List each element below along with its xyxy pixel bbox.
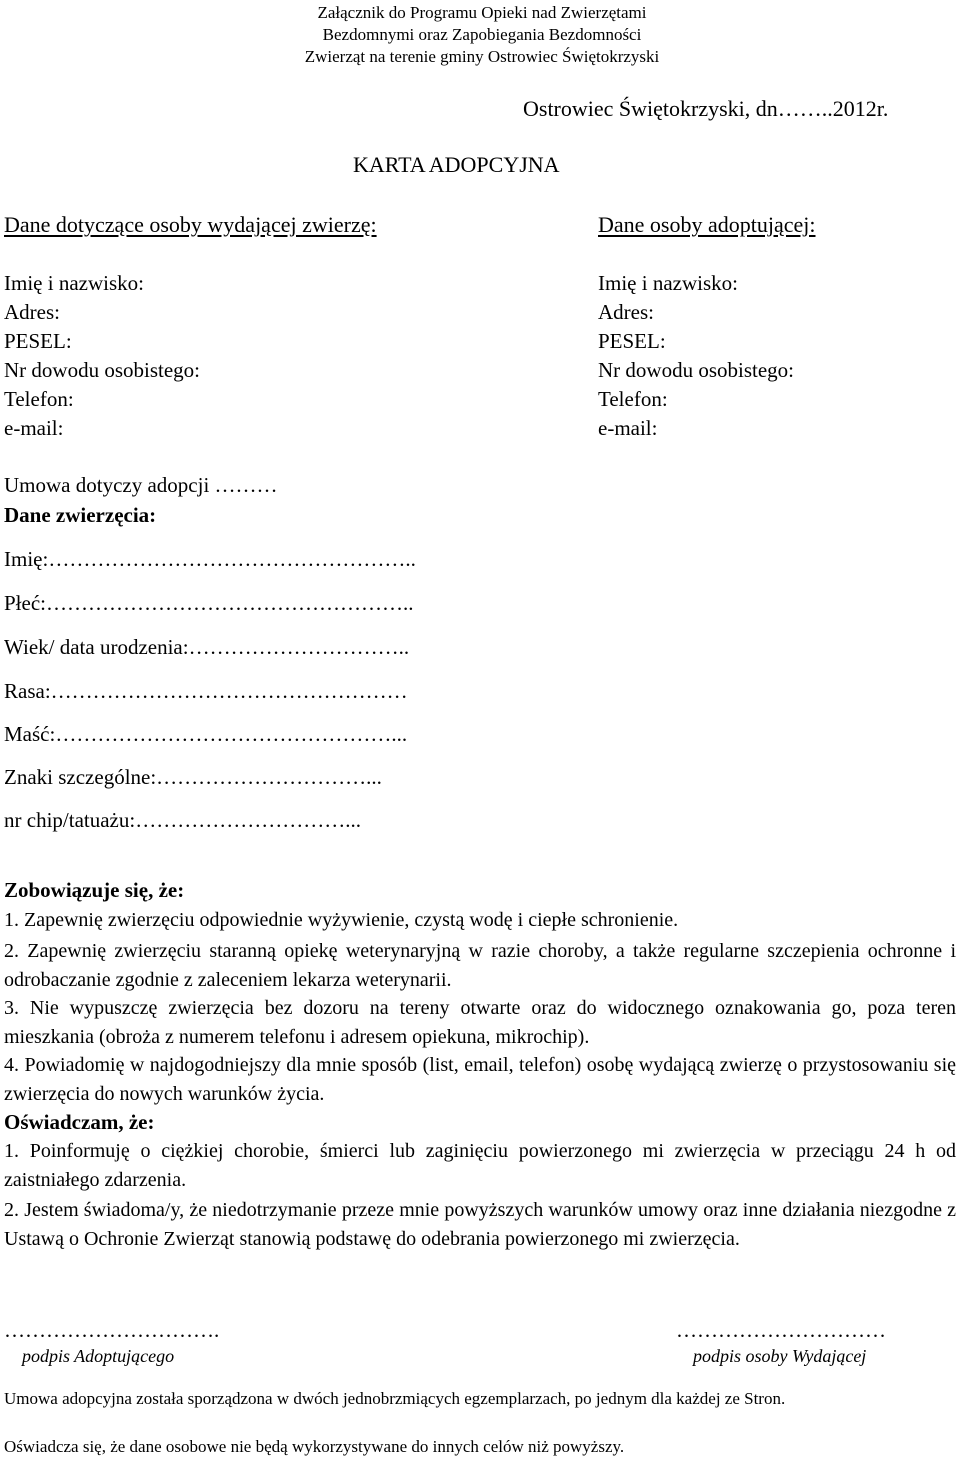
issuer-fields: [4, 269, 200, 443]
adopter-fields: [598, 269, 794, 443]
animal-marks-field: Znaki szczególne:…………………………...: [4, 765, 382, 789]
document-title: KARTA ADOPCYJNA: [353, 152, 560, 177]
commitment-item: [4, 906, 956, 935]
appendix-note-line: Zwierząt na terenie gminy Ostrowiec Świętokrzyski: [304, 47, 660, 66]
adopter-name-field: Imię i nazwisko:: [598, 271, 738, 295]
appendix-note-line: Bezdomnymi oraz Zapobiegania Bezdomności: [322, 25, 642, 44]
commitment-number: 4.: [4, 1054, 19, 1076]
commitment-text: Powiadomię w najdogodniejszy dla mnie sposób (list, email, telefon) osobę wydającą zwierzę o przystosowaniu się zwierzęcia do nowych warunków życia.: [4, 1054, 957, 1105]
issuer-email-field: e-mail:: [4, 416, 64, 440]
appendix-note: [0, 2, 960, 68]
issuer-address-field: Adres:: [4, 300, 60, 324]
declaration-item: [4, 1196, 956, 1253]
adopter-pesel-field: PESEL:: [598, 329, 666, 353]
animal-breed-field: Rasa:……………………………………………: [4, 679, 408, 703]
commitment-number: 3.: [4, 997, 19, 1019]
adopter-id-field: Nr dowodu osobistego:: [598, 358, 794, 382]
commitment-number: 2.: [4, 940, 19, 962]
privacy-note: Oświadcza się, że dane osobowe nie będą wykorzystywane do innych celów niż powyższy.: [4, 1437, 625, 1456]
animal-heading: Dane zwierzęcia:: [4, 503, 157, 527]
issuer-id-field: Nr dowodu osobistego:: [4, 358, 200, 382]
contract-line: Umowa dotyczy adopcji ………: [4, 473, 278, 497]
issuer-pesel-field: PESEL:: [4, 329, 72, 353]
declaration-number: 2.: [4, 1199, 19, 1221]
animal-color-field: Maść:…………………………………………...: [4, 722, 408, 746]
issuer-name-field: Imię i nazwisko:: [4, 271, 144, 295]
declaration-number: 1.: [4, 1140, 19, 1162]
commitment-text: Nie wypuszczę zwierzęcia bez dozoru na tereny otwarte oraz do widocznego oznakowania go, poza teren mieszkania (obroża z numerem telefonu i adresem opiekuna, mikrochip).: [4, 997, 956, 1048]
commitment-text: Zapewnię zwierzęciu staranną opiekę weterynaryjną w razie choroby, a także regularne szczepienia ochronne i odrobaczanie zgodnie z zaleceniem lekarza weterynarii.: [4, 940, 957, 991]
commitment-item: [4, 994, 956, 1051]
commitment-text: Zapewnię zwierzęciu odpowiednie wyżywienie, czystą wodę i ciepłe schronienie.: [24, 909, 679, 931]
commitments-heading: Zobowiązuje się, że:: [4, 878, 185, 902]
place-and-date: Ostrowiec Świętokrzyski, dn……..2012r.: [523, 96, 889, 121]
declaration-text: Poinformuję o ciężkiej chorobie, śmierci lub zaginięciu powierzonego mi zwierzęcia w przeciągu 24 h od zaistniałego zdarzenia.: [4, 1140, 956, 1191]
commitment-item: [4, 1051, 956, 1108]
issuer-heading: Dane dotyczące osoby wydającej zwierzę:: [4, 212, 377, 237]
animal-chip-field: nr chip/tatuażu:…………………………...: [4, 808, 361, 832]
animal-name-field: Imię:……………………………………………..: [4, 547, 416, 571]
declaration-text: Jestem świadoma/y, że niedotrzymanie przeze mnie powyższych warunków umowy oraz inne działania niezgodne z Ustawą o Ochronie Zwierząt stanowią podstawę do odebrania powierzonego mi zwierzęcia.: [4, 1199, 957, 1250]
declaration-item: [4, 1137, 956, 1194]
issuer-phone-field: Telefon:: [4, 387, 74, 411]
animal-sex-field: Płeć:……………………………………………..: [4, 591, 414, 615]
adopter-signature-label: podpis Adoptującego: [22, 1346, 175, 1366]
issuer-signature-line: …………………………: [676, 1318, 886, 1342]
animal-age-field: Wiek/ data urodzenia:…………………………..: [4, 635, 410, 659]
declarations-heading: Oświadczam, że:: [4, 1110, 155, 1134]
appendix-note-line: Załącznik do Programu Opieki nad Zwierzętami: [317, 3, 647, 22]
commitment-item: [4, 937, 956, 994]
adopter-signature-line: ………………………….: [4, 1318, 220, 1342]
adopter-heading: Dane osoby adoptującej:: [598, 212, 816, 237]
adopter-address-field: Adres:: [598, 300, 654, 324]
adopter-phone-field: Telefon:: [598, 387, 668, 411]
adopter-email-field: e-mail:: [598, 416, 658, 440]
copies-note: Umowa adopcyjna została sporządzona w dwóch jednobrzmiących egzemplarzach, po jednym dla każdej ze Stron.: [4, 1389, 786, 1408]
commitment-number: 1.: [4, 909, 19, 931]
issuer-signature-label: podpis osoby Wydającej: [693, 1346, 867, 1366]
